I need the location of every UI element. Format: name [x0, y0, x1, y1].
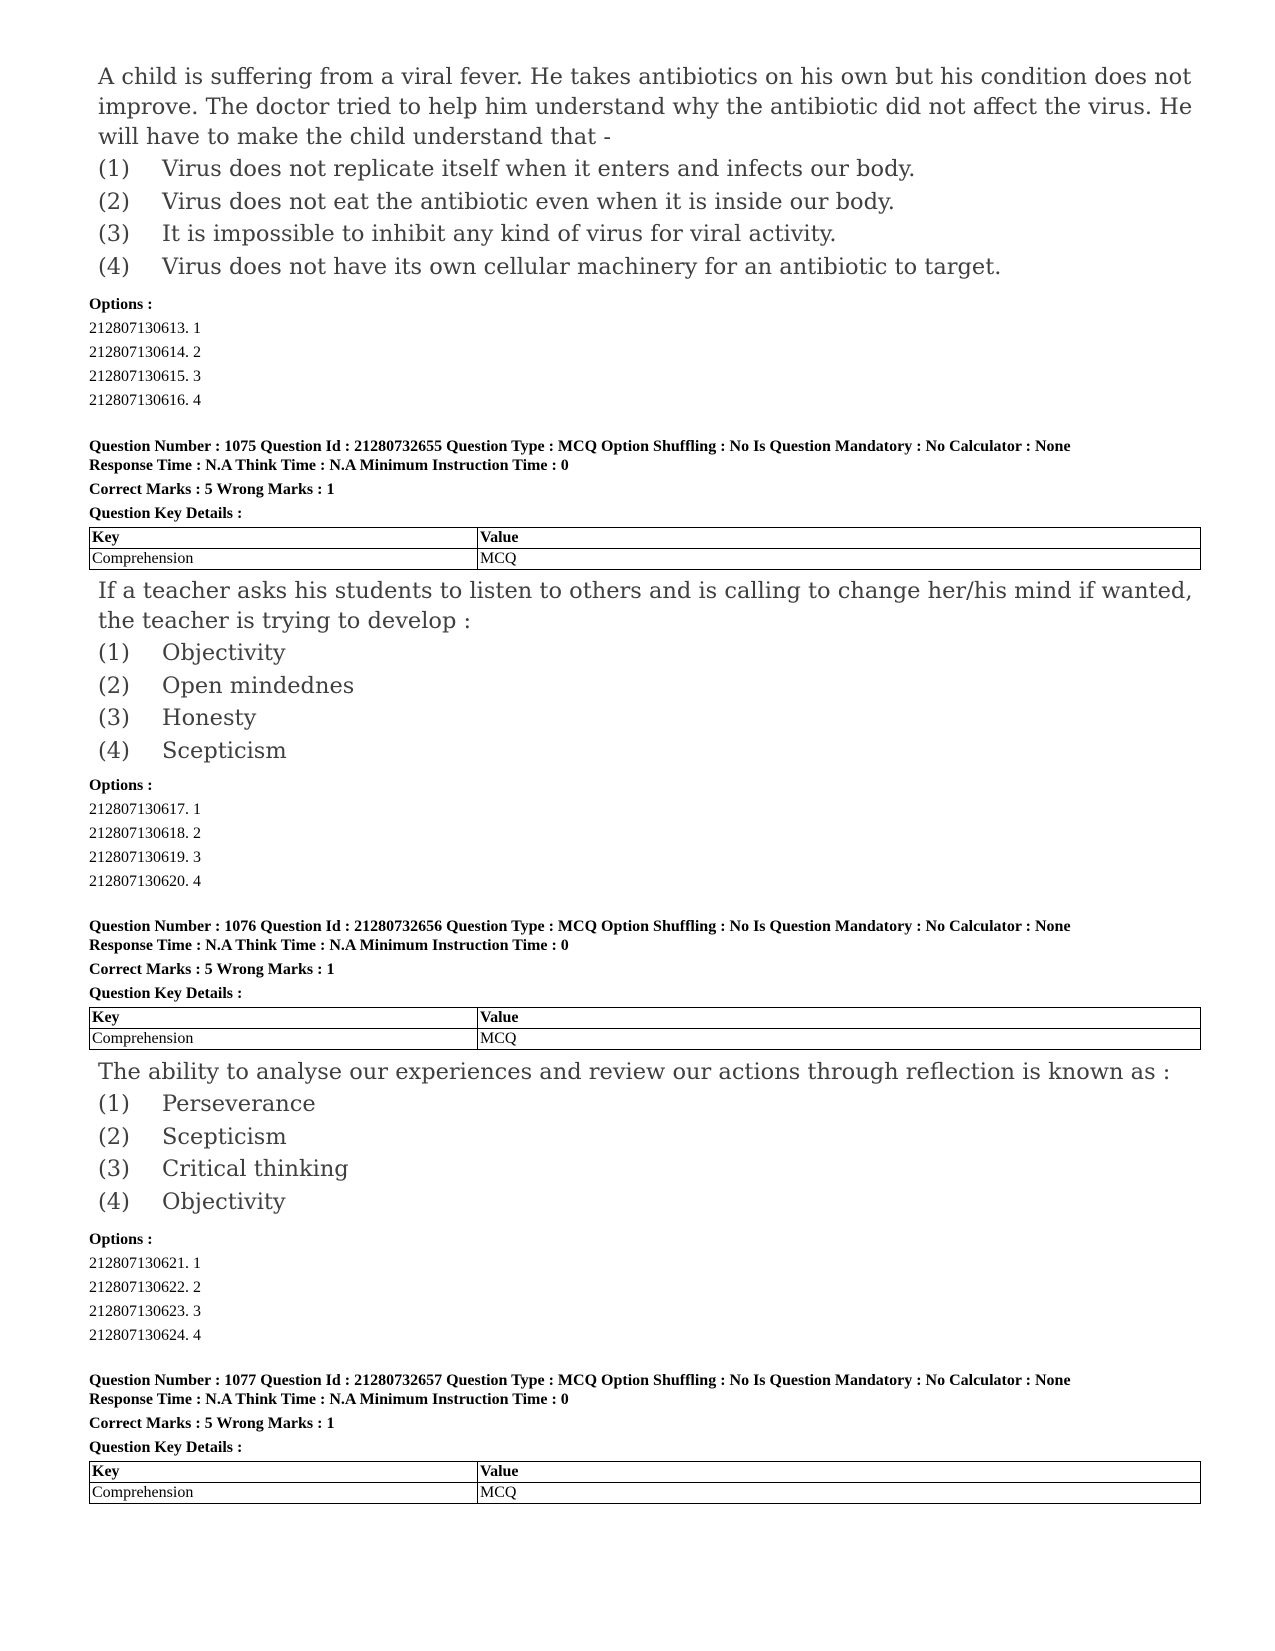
- choice-list: [98, 638, 1208, 768]
- table-header-key: Key: [90, 528, 478, 549]
- option-id: 212807130624. 4: [89, 1327, 201, 1344]
- table-header-row: [90, 1462, 1201, 1483]
- key-details-label: Question Key Details :: [89, 985, 243, 1002]
- choice-1: (1) Perseverance: [98, 1091, 316, 1117]
- question-meta-line: Question Number : 1075 Question Id : 21280732655 Question Type : MCQ Option Shuffling : No Is Question Mandatory : No Calculator : None: [89, 438, 1071, 455]
- question-stem-text: The ability to analyse our experiences and review our actions through reflection is known as :: [98, 1059, 1171, 1085]
- question-1074-options: [89, 293, 201, 413]
- choice-1: (1) Virus does not replicate itself when it enters and infects our body.: [98, 156, 916, 182]
- choice-2: (2) Open mindednes: [98, 672, 355, 699]
- question-meta-line: Question Number : 1076 Question Id : 21280732656 Question Type : MCQ Option Shuffling : No Is Question Mandatory : No Calculator : None: [89, 918, 1071, 935]
- table-row: [90, 549, 1201, 570]
- table-cell-key: Comprehension: [90, 549, 478, 570]
- choice-3: (3) Critical thinking: [98, 1156, 349, 1182]
- choice-4: (4) Scepticism: [98, 737, 287, 764]
- table-cell-key: Comprehension: [90, 1483, 478, 1504]
- question-meta-line: Response Time : N.A Think Time : N.A Minimum Instruction Time : 0: [89, 457, 569, 474]
- options-list: [89, 1252, 201, 1348]
- question-stem-text: If a teacher asks his students to listen to others and is calling to change her/his mind if wanted, the teacher is trying to develop :: [98, 578, 1193, 634]
- option-id: 212807130623. 3: [89, 1303, 201, 1320]
- key-details-table: [89, 1007, 1201, 1050]
- question-meta-line: Response Time : N.A Think Time : N.A Minimum Instruction Time : 0: [89, 1391, 569, 1408]
- marks-line: Correct Marks : 5 Wrong Marks : 1: [89, 961, 335, 978]
- question-stem-text: A child is suffering from a viral fever. He takes antibiotics on his own but his condition does not improve. The doctor tried to help him understand why the antibiotic did not affect the virus. He will have to make the child understand that -: [98, 64, 1193, 150]
- question-meta-line: Response Time : N.A Think Time : N.A Minimum Instruction Time : 0: [89, 937, 569, 954]
- question-1076-header: [89, 917, 1201, 1050]
- option-id: 212807130613. 1: [89, 320, 201, 337]
- table-header-key: Key: [90, 1462, 478, 1483]
- option-id: 212807130619. 3: [89, 849, 201, 866]
- option-id: 212807130614. 2: [89, 344, 201, 361]
- choice-2: (2) Virus does not eat the antibiotic even when it is inside our body.: [98, 188, 895, 215]
- table-header-value: Value: [478, 1008, 1201, 1029]
- choice-list: [98, 1089, 1208, 1219]
- question-1077-header: [89, 1371, 1201, 1504]
- marks-line: Correct Marks : 5 Wrong Marks : 1: [89, 481, 335, 498]
- question-meta-line: Question Number : 1077 Question Id : 21280732657 Question Type : MCQ Option Shuffling : No Is Question Mandatory : No Calculator : None: [89, 1372, 1071, 1389]
- choice-2: (2) Scepticism: [98, 1123, 287, 1150]
- key-details-label: Question Key Details :: [89, 1439, 243, 1456]
- key-details-label: Question Key Details :: [89, 505, 243, 522]
- choice-1: (1) Objectivity: [98, 640, 286, 666]
- choice-list: [98, 154, 1208, 284]
- table-cell-value: MCQ: [478, 1029, 1201, 1050]
- option-id: 212807130620. 4: [89, 873, 201, 890]
- option-id: 212807130616. 4: [89, 392, 201, 409]
- options-list: [89, 317, 201, 413]
- table-header-row: [90, 528, 1201, 549]
- table-header-row: [90, 1008, 1201, 1029]
- choice-3: (3) Honesty: [98, 705, 257, 731]
- table-header-value: Value: [478, 528, 1201, 549]
- option-id: 212807130617. 1: [89, 801, 201, 818]
- key-details-table: [89, 527, 1201, 570]
- question-1075-stem-image: [98, 576, 1208, 768]
- question-1075-header: [89, 437, 1201, 570]
- choice-3: (3) It is impossible to inhibit any kind of virus for viral activity.: [98, 221, 837, 247]
- option-id: 212807130618. 2: [89, 825, 201, 842]
- options-label: Options :: [89, 1231, 153, 1248]
- table-header-key: Key: [90, 1008, 478, 1029]
- options-list: [89, 798, 201, 894]
- option-id: 212807130622. 2: [89, 1279, 201, 1296]
- table-cell-value: MCQ: [478, 1483, 1201, 1504]
- choice-4: (4) Virus does not have its own cellular machinery for an antibiotic to target.: [98, 253, 1002, 280]
- key-details-table: [89, 1461, 1201, 1504]
- table-row: [90, 1483, 1201, 1504]
- table-row: [90, 1029, 1201, 1050]
- question-1076-options: [89, 1228, 201, 1348]
- options-label: Options :: [89, 777, 153, 794]
- table-cell-value: MCQ: [478, 549, 1201, 570]
- choice-4: (4) Objectivity: [98, 1188, 286, 1215]
- question-1075-options: [89, 774, 201, 894]
- table-cell-key: Comprehension: [90, 1029, 478, 1050]
- options-label: Options :: [89, 296, 153, 313]
- marks-line: Correct Marks : 5 Wrong Marks : 1: [89, 1415, 335, 1432]
- option-id: 212807130615. 3: [89, 368, 201, 385]
- table-header-value: Value: [478, 1462, 1201, 1483]
- question-1076-stem-image: [98, 1057, 1208, 1219]
- question-1074-stem-image: [98, 62, 1208, 284]
- option-id: 212807130621. 1: [89, 1255, 201, 1272]
